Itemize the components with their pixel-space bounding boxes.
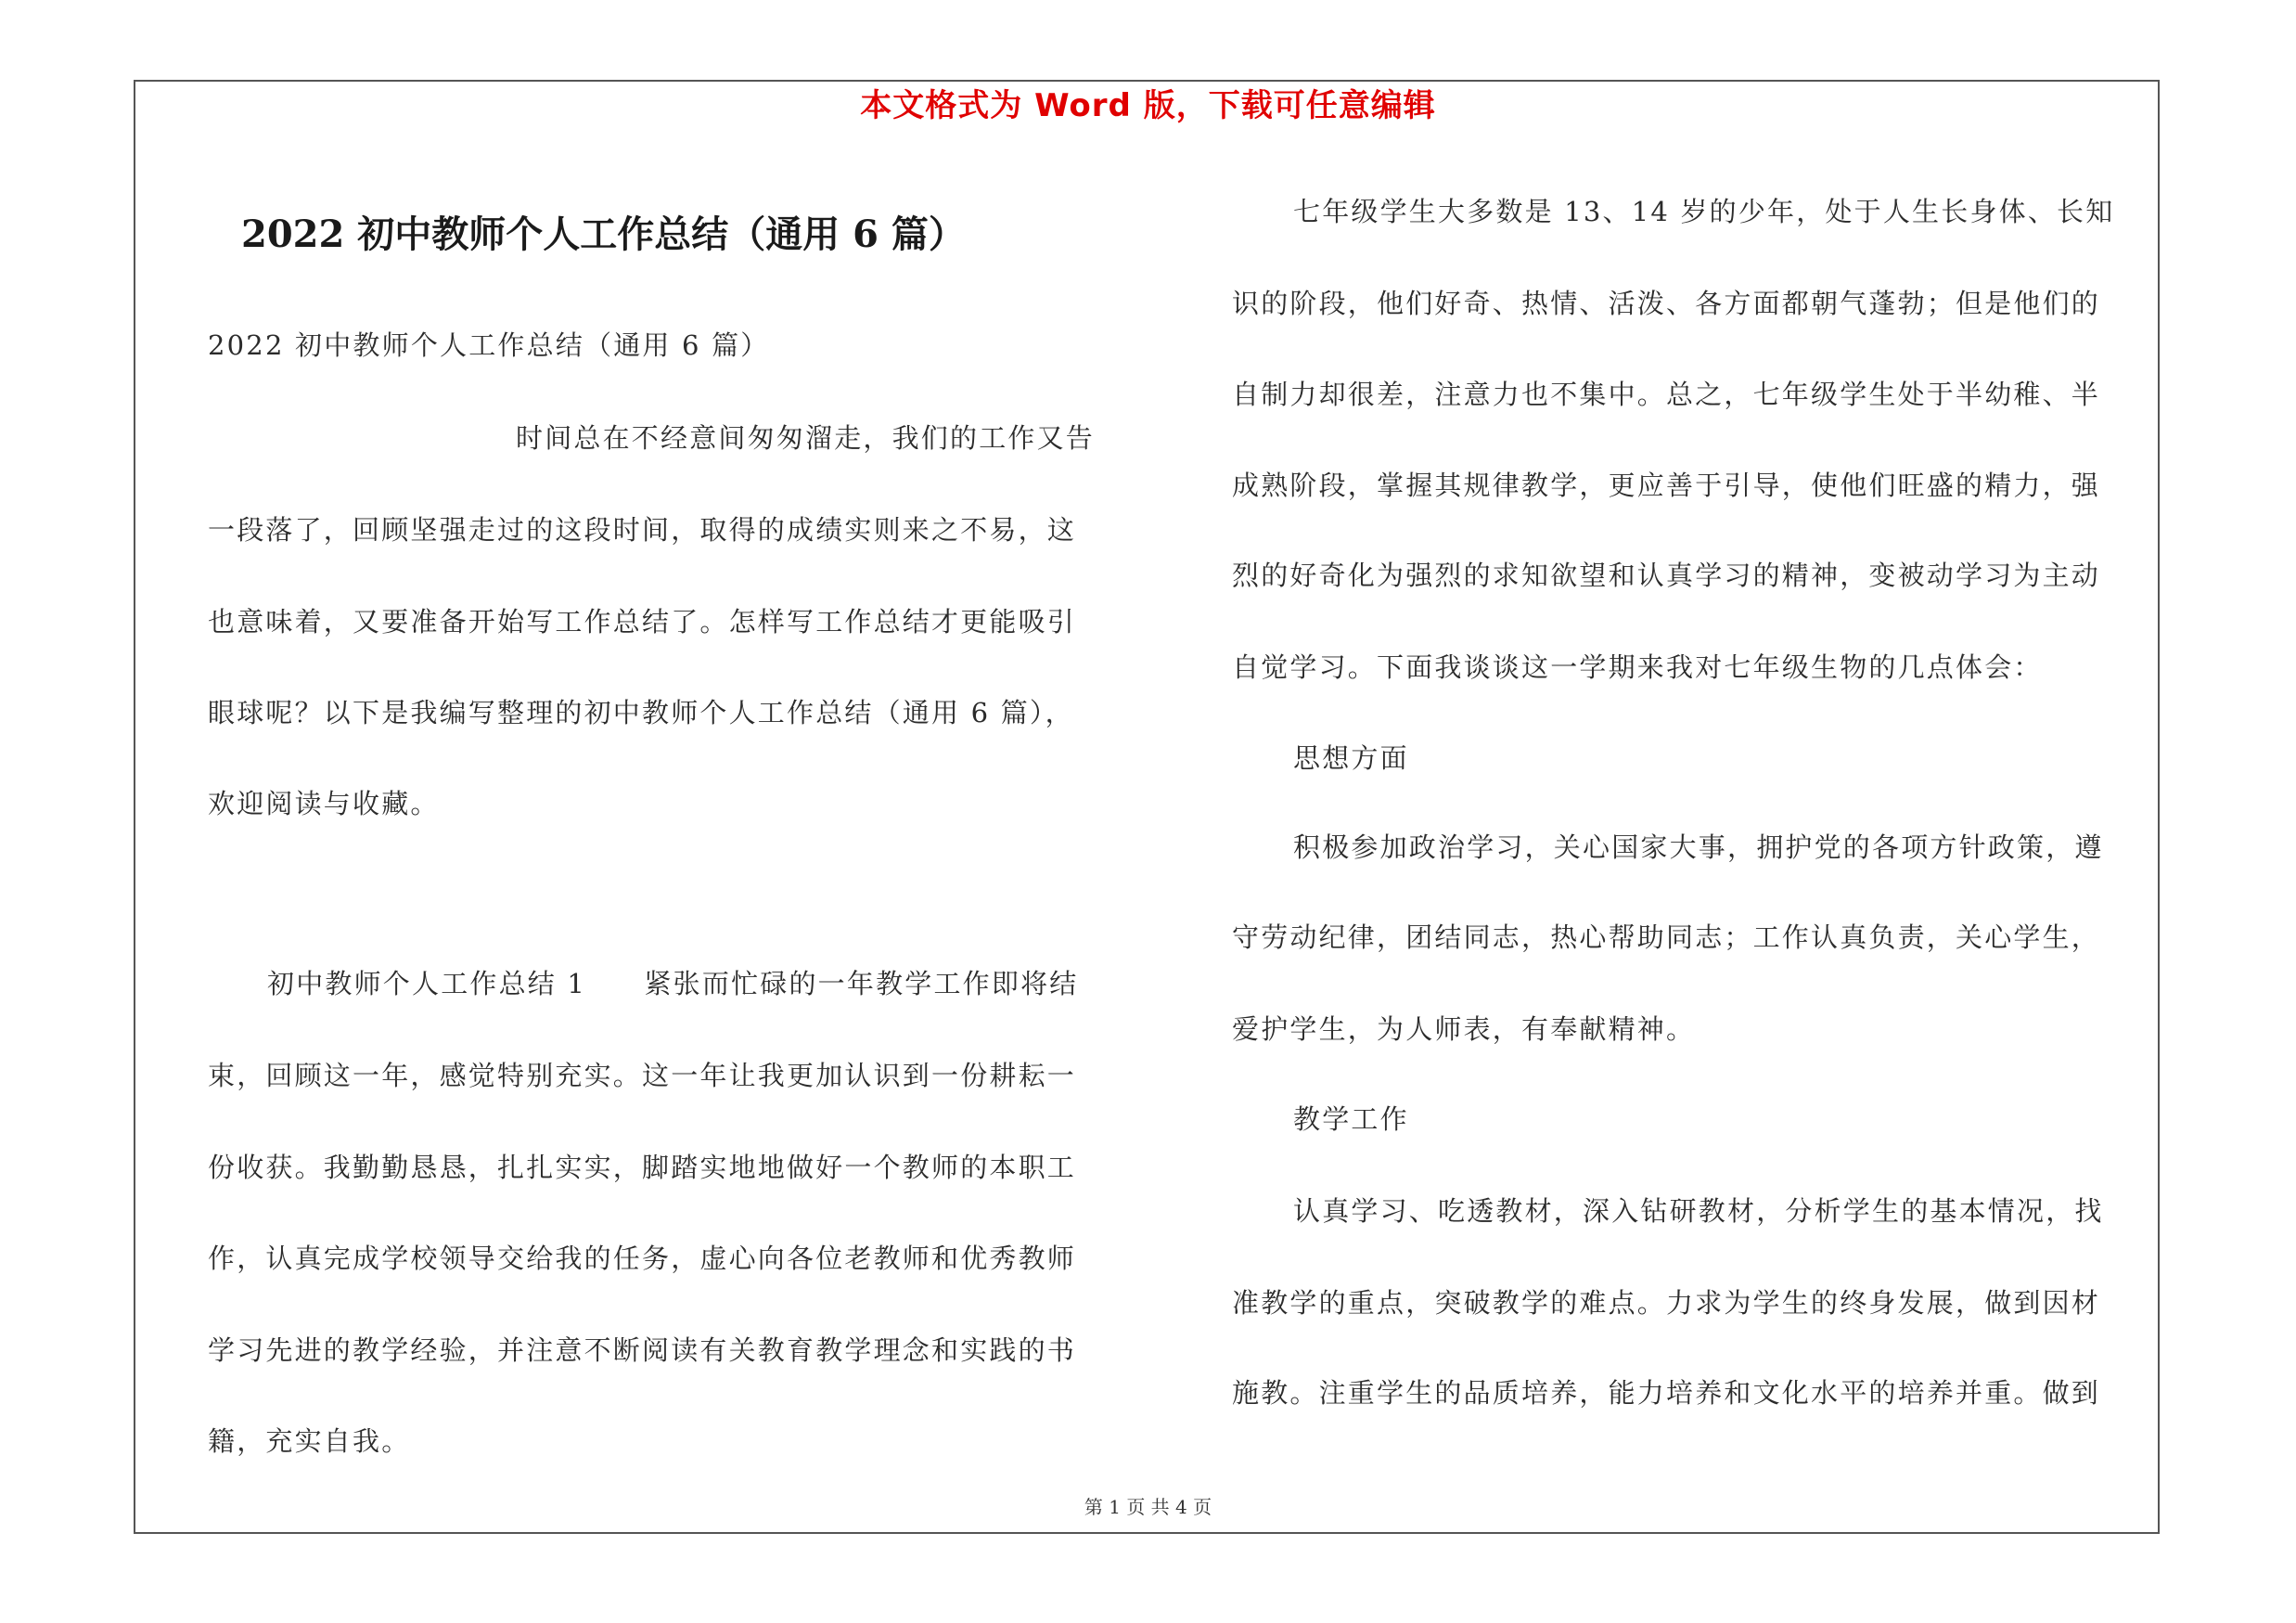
page-number-footer: 第 1 页 共 4 页 (1084, 1496, 1212, 1518)
left-line: 初中教师个人工作总结 1 紧张而忙碌的一年教学工作即将结 (267, 968, 1079, 999)
left-line: 束，回顾这一年，感觉特别充实。这一年让我更加认识到一份耕耘一 (208, 1060, 1077, 1091)
document-title: 2022 初中教师个人工作总结（通用 6 篇） (241, 213, 966, 256)
left-line: 籍，充实自我。 (208, 1425, 411, 1457)
left-line: 也意味着，又要准备开始写工作总结了。怎样写工作总结才更能吸引 (208, 606, 1077, 638)
right-line: 认真学习、吃透教材，深入钻研教材，分析学生的基本情况，找 (1293, 1195, 2104, 1227)
right-line: 施教。注重学生的品质培养，能力培养和文化水平的培养并重。做到 (1232, 1377, 2101, 1409)
left-line: 一段落了，回顾坚强走过的这段时间，取得的成绩实则来之不易，这 (208, 514, 1077, 546)
right-line: 积极参加政治学习，关心国家大事，拥护党的各项方针政策，遵 (1293, 831, 2104, 863)
right-line: 烈的好奇化为强烈的求知欲望和认真学习的精神，变被动学习为主动 (1232, 560, 2101, 591)
left-line: 眼球呢？以下是我编写整理的初中教师个人工作总结（通用 6 篇）， (208, 697, 1074, 728)
section-heading-thought: 思想方面 (1293, 742, 1409, 774)
right-line: 爱护学生，为人师表，有奉献精神。 (1232, 1013, 1696, 1045)
right-line: 准教学的重点，突破教学的难点。力求为学生的终身发展，做到因材 (1232, 1287, 2101, 1319)
right-line: 成熟阶段，掌握其规律教学，更应善于引导，使他们旺盛的精力，强 (1232, 470, 2101, 501)
left-line-subtitle: 2022 初中教师个人工作总结（通用 6 篇） (208, 329, 770, 361)
right-line: 自制力却很差，注意力也不集中。总之，七年级学生处于半幼稚、半 (1232, 379, 2101, 410)
section-heading-teaching: 教学工作 (1293, 1103, 1409, 1135)
left-line: 份收获。我勤勤恳恳，扎扎实实，脚踏实地地做好一个教师的本职工 (208, 1152, 1077, 1183)
right-line: 七年级学生大多数是 13、14 岁的少年，处于人生长身体、长知 (1293, 196, 2115, 227)
left-line: 学习先进的教学经验，并注意不断阅读有关教育教学理念和实践的书 (208, 1334, 1077, 1366)
right-line: 自觉学习。下面我谈谈这一学期来我对七年级生物的几点体会： (1232, 651, 2043, 683)
left-line: 作，认真完成学校领导交给我的任务，虚心向各位老教师和优秀教师 (208, 1243, 1077, 1274)
right-line: 识的阶段，他们好奇、热情、活泼、各方面都朝气蓬勃；但是他们的 (1232, 288, 2101, 319)
left-line: 欢迎阅读与收藏。 (208, 788, 440, 819)
format-banner: 本文格式为 Word 版，下载可任意编辑 (860, 87, 1436, 124)
right-line: 守劳动纪律，团结同志，热心帮助同志；工作认真负责，关心学生， (1232, 921, 2101, 953)
left-line: 时间总在不经意间匆匆溜走，我们的工作又告 (516, 422, 1096, 454)
